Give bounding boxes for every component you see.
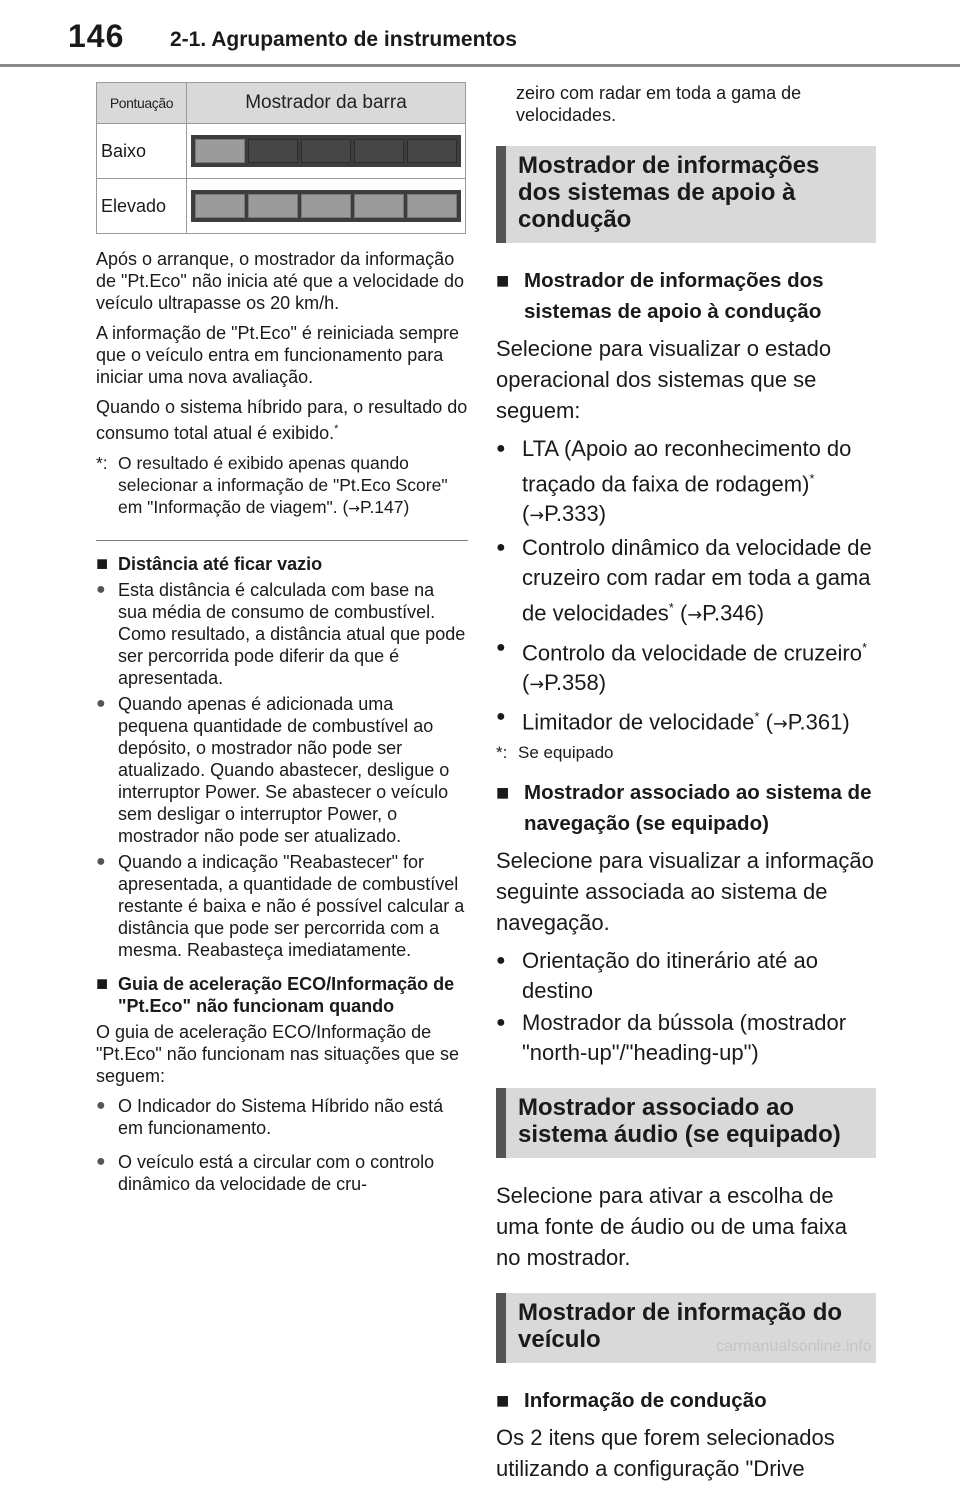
list-item-text: O Indicador do Sistema Híbrido não está em funcionamento.	[118, 1096, 444, 1138]
subheading-text: Mostrador de informações dos sistemas de apoio à condução	[524, 269, 824, 323]
square-bullet-icon: ■	[496, 1388, 510, 1414]
list-item	[496, 702, 876, 739]
list-item	[96, 579, 468, 689]
square-bullet-icon: ■	[496, 780, 510, 806]
bar-segment-lit	[195, 139, 245, 163]
dot-bullet-icon: ●	[496, 638, 506, 656]
score-bar-high	[191, 190, 461, 222]
paragraph: O guia de aceleração ECO/Informação de "Pt.Eco" não funcionam nas situações que se seguem:	[96, 1022, 459, 1086]
row-label: Baixo	[97, 124, 187, 179]
page-ref: P.361)	[787, 709, 850, 735]
table-row	[97, 124, 466, 179]
list-item	[496, 1008, 876, 1068]
footnote-text: O resultado é exibido apenas quando selecionar a informação de "Pt.Eco Score" em "Informação de viagem". (	[118, 453, 448, 517]
page-ref: P.346)	[702, 600, 765, 626]
page-ref: P.147)	[360, 497, 410, 517]
list-item-body: Limitador de velocidade* (→P.361)	[522, 708, 850, 735]
row-label: Elevado	[97, 179, 187, 234]
list-item-text: Quando a indicação "Reabastecer" for apresentada, a quantidade de combustível restante é baixa e não é possível calcular a distância que pode ser percorrida com a mesma. Reabasteça imediatamente.	[118, 852, 465, 960]
subheading	[496, 1385, 876, 1416]
dot-bullet-icon: ●	[96, 853, 106, 870]
section-box-driving-support: Mostrador de informações dos sistemas de apoio à condução	[496, 146, 876, 243]
col-header-bar: Mostrador da barra	[187, 83, 466, 124]
table-row	[97, 179, 466, 234]
list-item	[496, 533, 876, 630]
footnote-mark: *:	[96, 453, 108, 473]
arrow-icon: →	[348, 501, 361, 517]
dot-bullet-icon: ●	[496, 707, 506, 725]
dot-bullet-icon: ●	[96, 581, 106, 598]
list-item-text: Controlo dinâmico da velocidade de cruzeiro com radar em toda a gama de velocidades	[522, 535, 872, 626]
bar-segment-lit	[248, 194, 298, 218]
list-item	[96, 1095, 468, 1139]
subheading-text: Guia de aceleração ECO/Informação de "Pt.Eco" não funcionam quando	[118, 974, 455, 1016]
left-column	[96, 82, 468, 1199]
list-item	[496, 434, 876, 531]
footnote	[96, 452, 468, 520]
score-bar-low	[191, 135, 461, 167]
dot-bullet-icon: ●	[496, 440, 506, 457]
section-box-vehicle-info: Mostrador de informação do veículo	[496, 1293, 876, 1363]
bar-cell	[187, 124, 466, 179]
page-ref: P.358)	[544, 669, 607, 695]
list-item-text: Quando apenas é adicionada uma pequena quantidade de combustível ao depósito, o mostrador não pode ser atualizado. Quando abastecer, desligue o interruptor Power. Se abastecer o veículo sem desligar o interruptor Power, o mostrador não pode ser atualizado.	[118, 694, 450, 846]
bar-segment-lit	[354, 194, 404, 218]
col-header-score: Pontuação	[97, 83, 187, 124]
page-number: 146	[68, 18, 125, 54]
bar-segment-unlit	[248, 139, 298, 163]
subheading	[96, 553, 468, 575]
bar-segment-unlit	[354, 139, 404, 163]
bar-segment-unlit	[301, 139, 351, 163]
subheading-text: Mostrador associado ao sistema de navegação (se equipado)	[524, 781, 872, 836]
paragraph: Selecione para visualizar a informação seguinte associada ao sistema de navegação.	[496, 848, 874, 936]
list-item-body: LTA (Apoio ao reconhecimento do traçado da faixa de rodagem)* (→P.333)	[522, 436, 852, 527]
list-item-text: Esta distância é calculada com base na sua média de consumo de combustível. Como resultado, a distância atual que pode ser percorrida pode diferir da que é apresentada.	[118, 580, 466, 688]
list-item	[496, 946, 876, 1006]
paragraph: zeiro com radar em toda a gama de velocidades.	[516, 83, 802, 125]
footnote-asterisk: *	[668, 600, 674, 616]
page-ref: P.333)	[544, 501, 607, 527]
subheading	[96, 973, 468, 1017]
arrow-icon: →	[529, 506, 545, 527]
square-bullet-icon: ■	[496, 268, 510, 293]
bar-segment-lit	[407, 194, 457, 218]
list-item	[496, 633, 876, 700]
paragraph-text: Quando o sistema híbrido para, o resultado do consumo total atual é exibido.	[96, 397, 468, 443]
watermark: carmanualsonline.info	[716, 1338, 872, 1355]
list-item-body: Controlo da velocidade de cruzeiro* (→P.358)	[522, 639, 868, 695]
right-column	[496, 82, 876, 1492]
divider	[96, 540, 468, 541]
arrow-icon: →	[687, 605, 703, 626]
header-divider	[0, 64, 960, 67]
footnote-mark: *:	[496, 743, 508, 763]
paragraph	[96, 396, 468, 444]
paragraph: Selecione para ativar a escolha de uma fonte de áudio ou de uma faixa no mostrador.	[496, 1183, 848, 1271]
footnote-asterisk: *	[861, 639, 868, 655]
list-item-body: Controlo dinâmico da velocidade de cruzeiro com radar em toda a gama de velocidades* (→P.346)	[522, 535, 872, 626]
list-item-text: Controlo da velocidade de cruzeiro	[522, 639, 862, 665]
list-item	[96, 693, 468, 847]
dot-bullet-icon: ●	[496, 539, 506, 557]
bar-cell	[187, 179, 466, 234]
subheading	[496, 777, 876, 839]
subheading-text: Informação de condução	[524, 1389, 767, 1413]
arrow-icon: →	[529, 674, 545, 695]
bar-segment-unlit	[407, 139, 457, 163]
dot-bullet-icon: ●	[496, 952, 506, 970]
footnote-asterisk: *	[334, 423, 339, 435]
footnote-asterisk: *	[754, 708, 760, 724]
dot-bullet-icon: ●	[96, 1097, 106, 1114]
dot-bullet-icon: ●	[96, 1153, 106, 1170]
paragraph: Selecione para visualizar o estado operacional dos sistemas que se seguem:	[496, 336, 832, 423]
bar-segment-lit	[195, 194, 245, 218]
subheading	[496, 265, 876, 327]
list-item-text: LTA (Apoio ao reconhecimento do traçado da faixa de rodagem)	[522, 436, 852, 497]
list-item-text: Orientação do itinerário até ao destino	[522, 948, 818, 1004]
dot-bullet-icon: ●	[496, 1014, 506, 1032]
section-title: 2-1. Agrupamento de instrumentos	[170, 28, 517, 51]
footnote-text: Se equipado	[518, 743, 614, 763]
dot-bullet-icon: ●	[96, 695, 106, 712]
square-bullet-icon: ■	[96, 973, 109, 995]
paragraph: A informação de "Pt.Eco" é reiniciada sempre que o veículo entra em funcionamento para iniciar uma nova avaliação.	[96, 323, 459, 387]
list-item-text: Limitador de velocidade	[522, 709, 755, 735]
paragraph: Os 2 itens que forem selecionados utilizando a configuração "Drive	[496, 1425, 835, 1482]
section-box-audio: Mostrador associado ao sistema áudio (se equipado)	[496, 1088, 876, 1158]
list-item	[96, 1151, 468, 1195]
list-item	[96, 851, 468, 961]
arrow-icon: →	[772, 714, 788, 735]
score-bar-table	[96, 82, 466, 234]
square-bullet-icon: ■	[96, 553, 109, 575]
footnote	[496, 743, 876, 763]
paragraph: Após o arranque, o mostrador da informação de "Pt.Eco" não inicia até que a velocidade do veículo ultrapasse os 20 km/h.	[96, 249, 465, 313]
subheading-text: Distância até ficar vazio	[118, 554, 323, 574]
list-item-text: Mostrador da bússola (mostrador "north-up"/"heading-up")	[522, 1010, 847, 1066]
footnote-asterisk: *	[809, 471, 815, 486]
list-item-text: O veículo está a circular com o controlo dinâmico da velocidade de cru-	[118, 1152, 435, 1194]
bar-segment-lit	[301, 194, 351, 218]
footnote-body	[118, 452, 468, 520]
page-header	[0, 0, 960, 66]
